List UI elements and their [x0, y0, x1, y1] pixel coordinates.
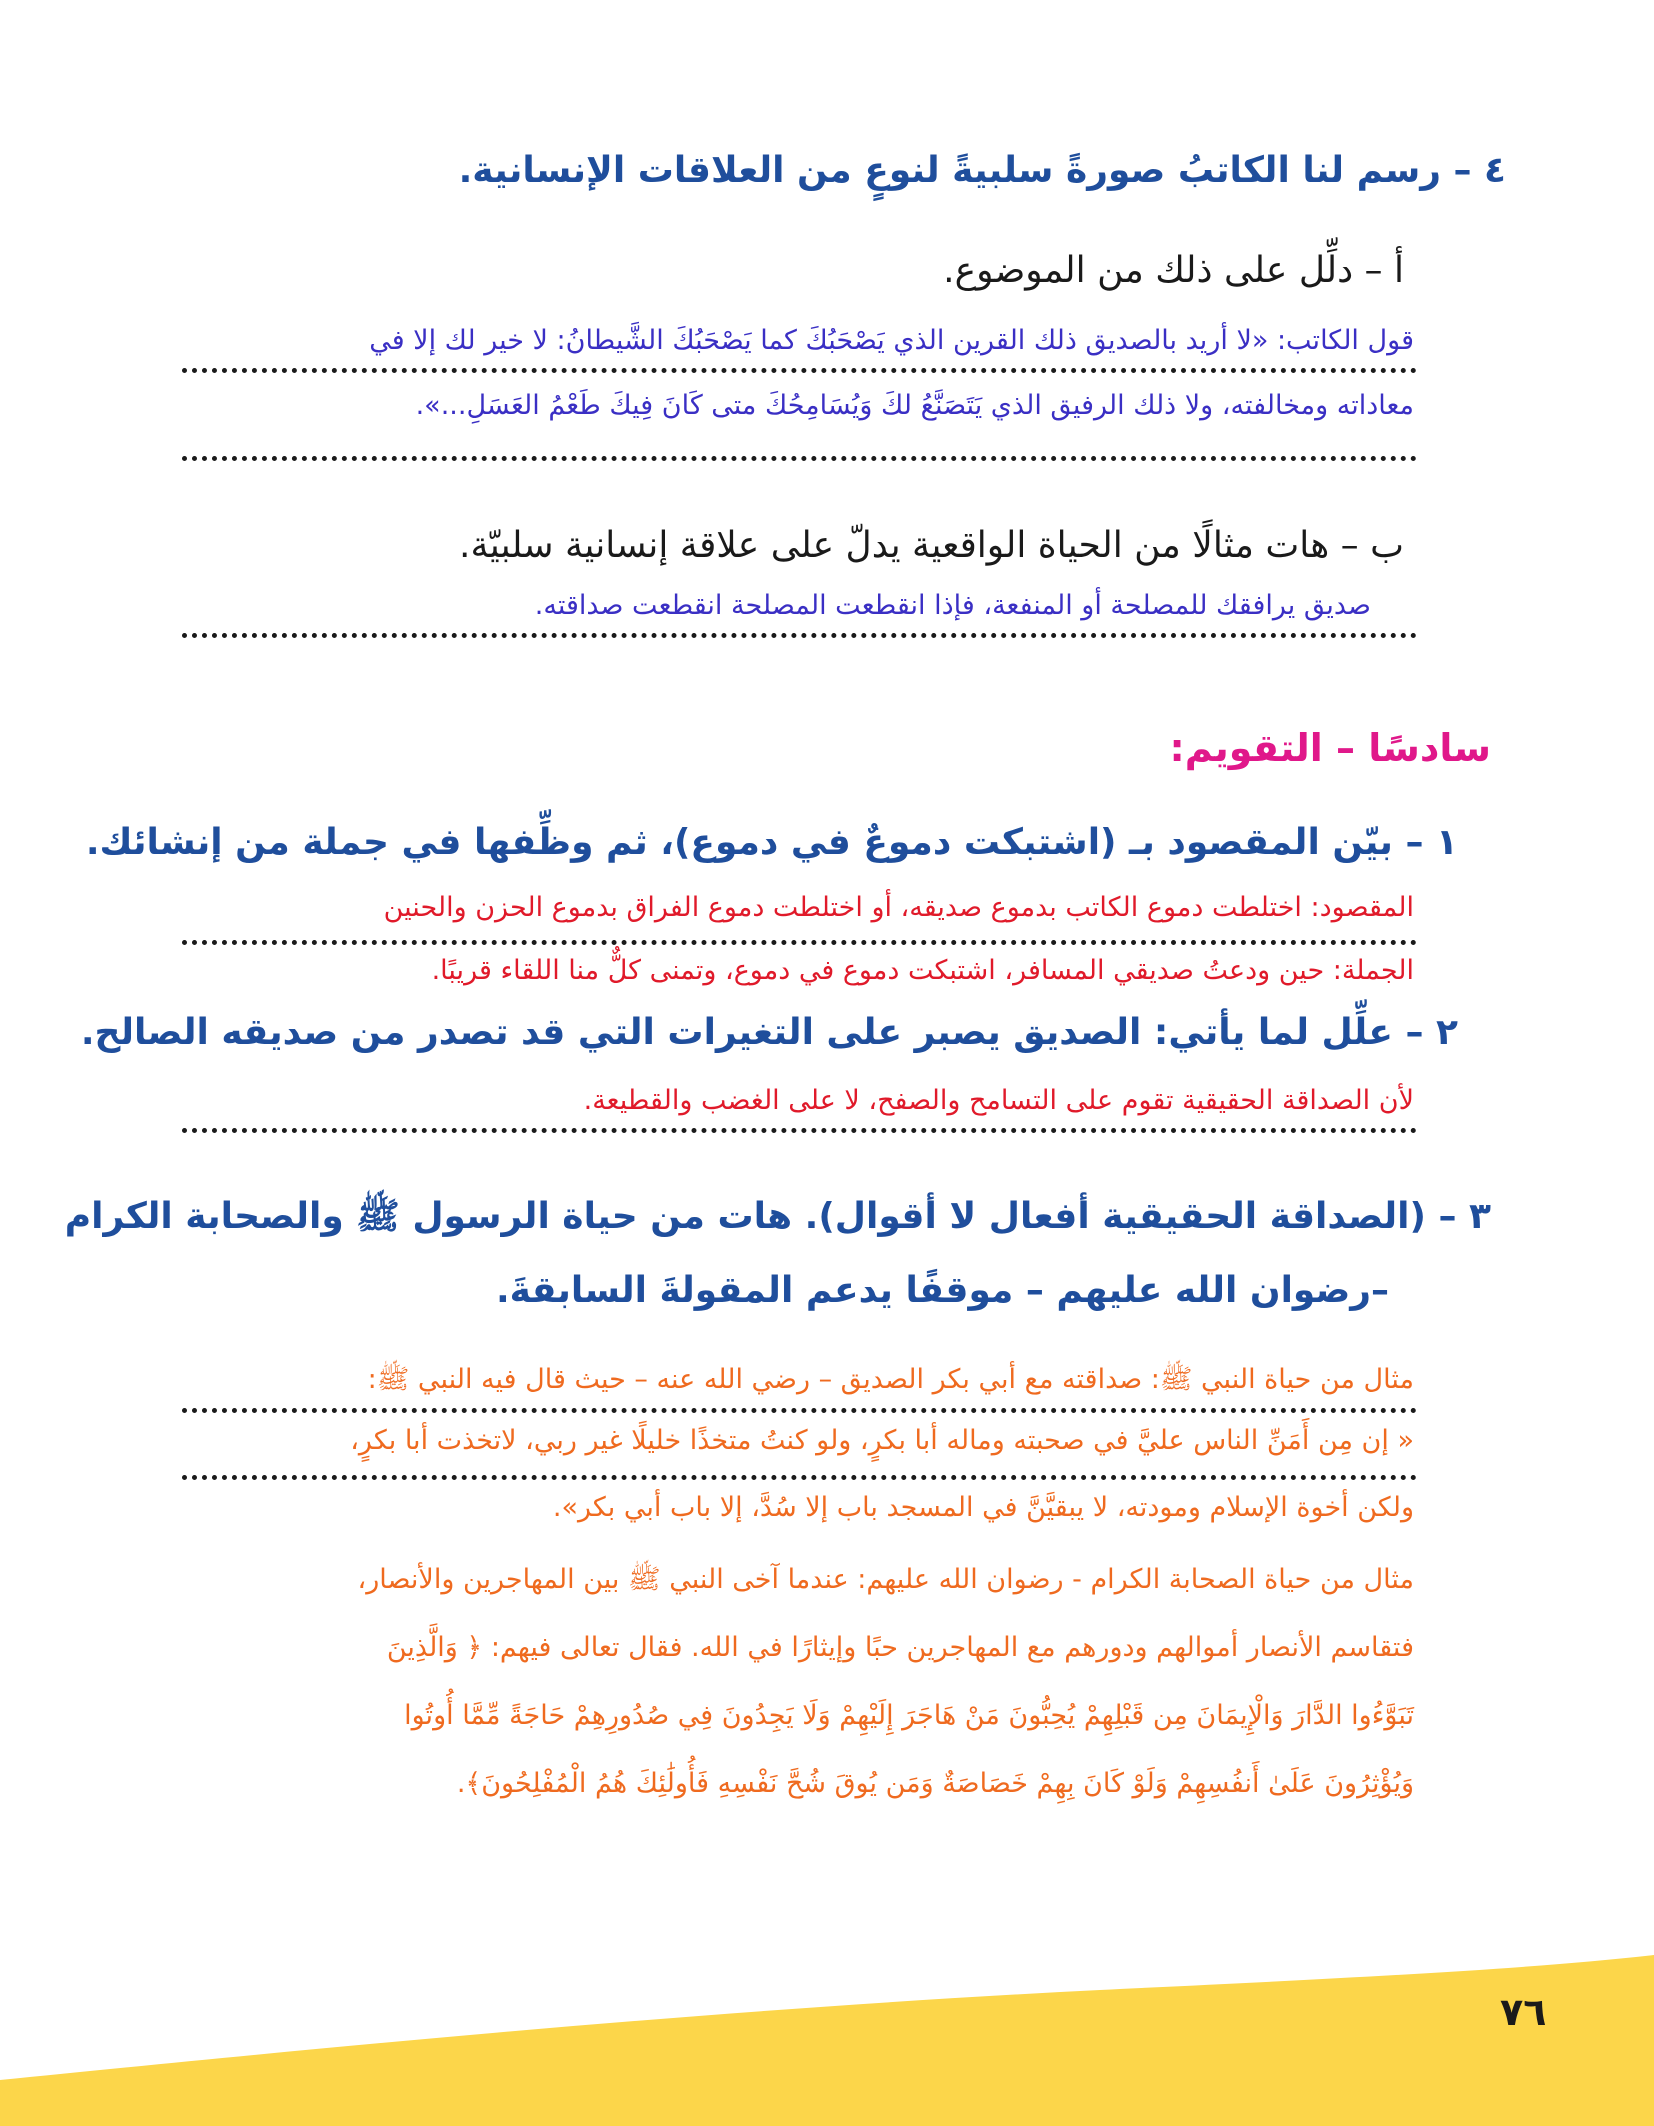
answer-dotted-line	[182, 1475, 1417, 1480]
q4-a-answer-line2: معاداته ومخالفته، ولا ذلك الرفيق الذي يَتَصَنَّعُ لكَ وَيُسَامِحُكَ متى كَانَ فِيكَ طَعْمُ العَسَلِ...».	[415, 390, 1414, 421]
s6-q3-answer-line: تَبَوَّءُوا الدَّارَ وَالْإِيمَانَ مِن قَبْلِهِمْ يُحِبُّونَ مَنْ هَاجَرَ إِلَيْهِمْ وَلَا يَجِدُونَ فِي صُدُورِهِمْ حَاجَةً مِّمَّا أُوتُوا	[404, 1700, 1414, 1731]
q4-b-prompt: ب – هات مثالًا من الحياة الواقعية يدلّ على علاقة إنسانية سلبيّة.	[459, 525, 1404, 566]
s6-q3-answer-line: « إن مِن أَمَنِّ الناس عليَّ في صحبته وماله أبا بكرٍ، ولو كنتُ متخذًا خليلًا غير ربي، لاتخذت أبا بكرٍ،	[350, 1425, 1414, 1456]
q4-title: ٤ – رسم لنا الكاتبُ صورةً سلبيةً لنوعٍ من العلاقات الإنسانية.	[458, 150, 1506, 191]
s6-q3-line2: –رضوان الله عليهم – موقفًا يدعم المقولةَ السابقةَ.	[495, 1270, 1389, 1311]
s6-q3-answer-line: مثال من حياة النبي ﷺ: صداقته مع أبي بكر الصديق – رضي الله عنه – حيث قال فيه النبي ﷺ:	[367, 1364, 1414, 1395]
s6-q3-line1: ٣ – (الصداقة الحقيقية أفعال لا أقوال). هات من حياة الرسول ﷺ والصحابة الكرام	[64, 1196, 1491, 1237]
page-number: ٧٦	[1500, 1990, 1547, 2034]
q4-a-prompt: أ – دلِّل على ذلك من الموضوع.	[943, 250, 1404, 291]
answer-dotted-line	[182, 1128, 1417, 1133]
answer-dotted-line	[182, 633, 1417, 638]
s6-q3-answer-line: مثال من حياة الصحابة الكرام - رضوان الله عليهم: عندما آخى النبي ﷺ بين المهاجرين والأنصار،	[357, 1564, 1414, 1595]
q4-a-answer-line1: قول الكاتب: «لا أريد بالصديق ذلك القرين الذي يَصْحَبُكَ كما يَصْحَبُكَ الشَّيطانُ: لا خير لك إلا في	[369, 325, 1414, 356]
s6-q1-answer-sentence: الجملة: حين ودعتُ صديقي المسافر، اشتبكت دموع في دموع، وتمنى كلٌّ منا اللقاء قريبًا.	[431, 955, 1414, 986]
s6-q2: ٢ – علِّل لما يأتي: الصديق يصبر على التغيرات التي قد تصدر من صديقه الصالح.	[80, 1012, 1458, 1053]
answer-dotted-line	[182, 368, 1417, 373]
answer-dotted-line	[182, 940, 1417, 945]
s6-q3-answer-line: ولكن أخوة الإسلام ومودته، لا يبقيَّنَّ في المسجد باب إلا سُدَّ، إلا باب أبي بكر».	[552, 1492, 1414, 1523]
q4-b-answer: صديق يرافقك للمصلحة أو المنفعة، فإذا انقطعت المصلحة انقطعت صداقته.	[534, 590, 1371, 621]
s6-q1: ١ – بيّن المقصود بـ (اشتبكت دموعٌ في دموع)، ثم وظِّفها في جملة من إنشائك.	[85, 822, 1458, 863]
s6-q1-answer-meaning: المقصود: اختلطت دموع الكاتب بدموع صديقه، أو اختلطت دموع الفراق بدموع الحزن والحنين	[383, 892, 1414, 923]
answer-dotted-line	[182, 456, 1417, 461]
section-heading: سادسًا – التقويم:	[1169, 726, 1491, 770]
answer-dotted-line	[182, 1408, 1417, 1413]
footer-wave-shape	[0, 1955, 1654, 2126]
s6-q3-answer-line: وَيُؤْثِرُونَ عَلَىٰ أَنفُسِهِمْ وَلَوْ كَانَ بِهِمْ خَصَاصَةٌ وَمَن يُوقَ شُحَّ نَفْسِهِ فَأُولَٰئِكَ هُمُ الْمُفْلِحُونَ﴾.	[456, 1768, 1414, 1799]
s6-q3-answer-line: فتقاسم الأنصار أموالهم ودورهم مع المهاجرين حبًا وإيثارًا في الله. فقال تعالى فيهم: ﴿ وَالَّذِينَ	[386, 1632, 1414, 1663]
s6-q2-answer: لأن الصداقة الحقيقية تقوم على التسامح والصفح، لا على الغضب والقطيعة.	[583, 1085, 1414, 1116]
footer-wave	[0, 1900, 1654, 2126]
